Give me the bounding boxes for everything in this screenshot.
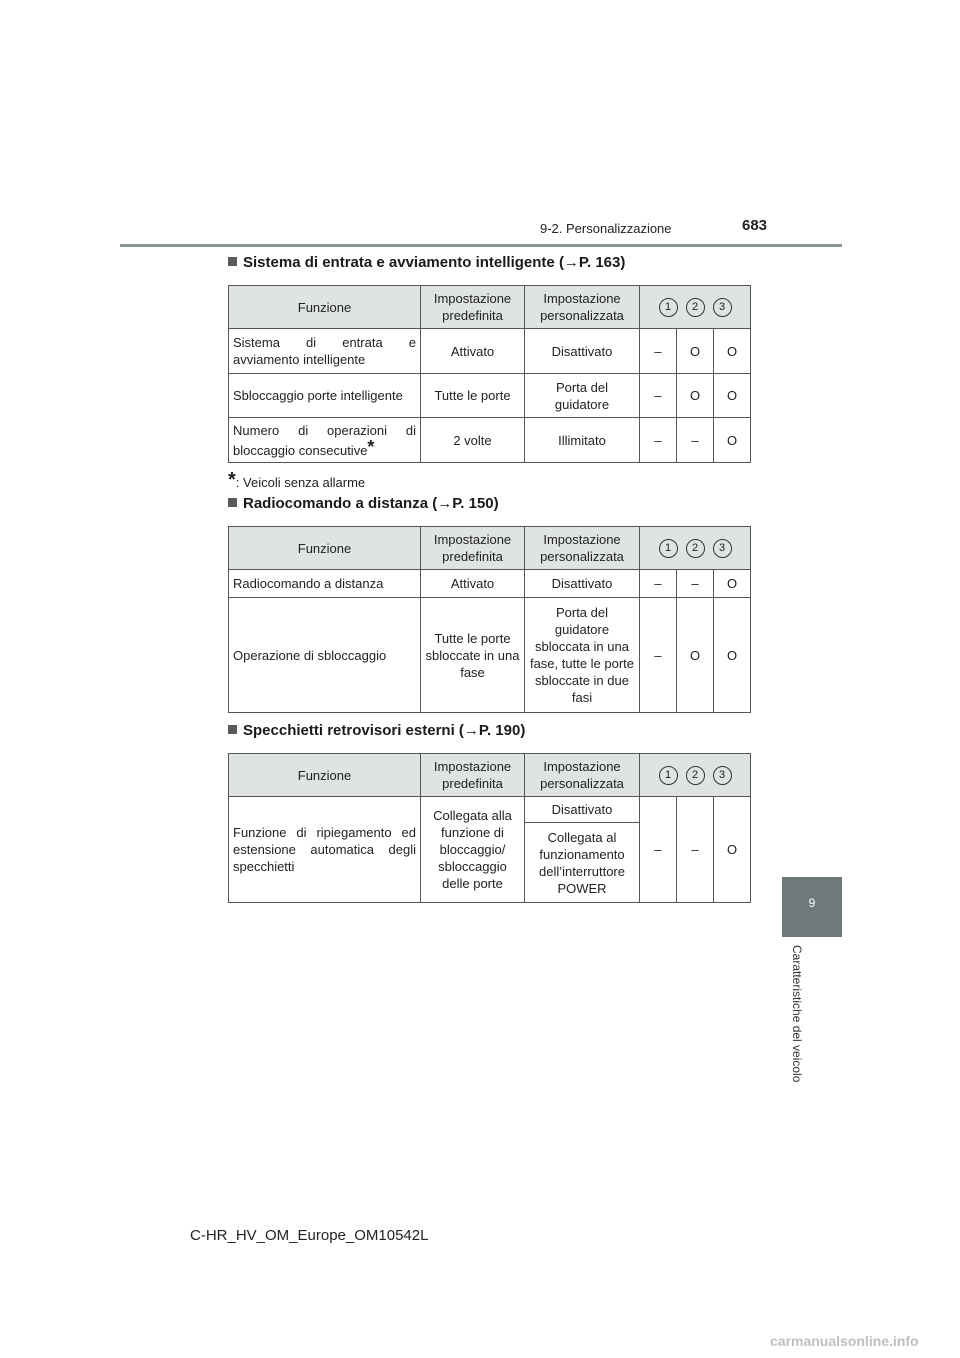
col-header-function: Funzione	[229, 527, 421, 570]
section-title: 9-2. Personalizzazione	[540, 221, 672, 236]
table-header-row	[229, 754, 751, 797]
table-row	[229, 598, 751, 713]
header-divider	[120, 244, 842, 247]
custom-cell: Porta del guidatore	[525, 374, 640, 418]
method-1-cell: –	[640, 598, 677, 713]
custom-cell: Disattivato	[525, 329, 640, 374]
method-1-cell: –	[640, 797, 677, 903]
table-row	[229, 418, 751, 463]
col-header-methods	[640, 754, 751, 797]
method-3-cell: O	[714, 570, 751, 598]
footnote-text: : Veicoli senza allarme	[235, 475, 366, 490]
custom-cell: Porta del guidatore sbloccata in una fase, tutte le porte sbloccate in due fasi	[525, 598, 640, 713]
footnote-marker: *	[228, 469, 236, 491]
circle-3-icon: 3	[713, 539, 732, 558]
method-2-cell: –	[677, 797, 714, 903]
default-cell: Tutte le porte	[421, 374, 525, 418]
footnote-marker: *	[367, 436, 375, 457]
settings-table-smart-entry	[228, 285, 751, 463]
method-1-cell: –	[640, 418, 677, 463]
circle-2-icon: 2	[686, 298, 705, 317]
method-1-cell: –	[640, 329, 677, 374]
circle-1-icon: 1	[659, 539, 678, 558]
circle-2-icon: 2	[686, 766, 705, 785]
function-cell: Operazione di sbloccaggio	[229, 598, 421, 713]
function-cell	[229, 418, 421, 463]
method-2-cell: O	[677, 598, 714, 713]
function-cell: Funzione di ripiegamento ed estensione automatica degli specchietti	[229, 797, 421, 903]
col-header-custom: Impostazione personalizzata	[525, 527, 640, 570]
function-cell: Sistema di entrata e avviamento intelligente	[229, 329, 421, 374]
col-header-default: Impostazione predefinita	[421, 286, 525, 329]
footnote	[228, 469, 365, 492]
col-header-custom: Impostazione personalizzata	[525, 286, 640, 329]
chapter-label-text: Caratteristiche del veicolo	[790, 945, 804, 1083]
settings-table-remote	[228, 526, 751, 713]
col-header-methods	[640, 527, 751, 570]
method-2-cell: O	[677, 329, 714, 374]
square-bullet-icon	[228, 725, 237, 734]
function-cell: Radiocomando a distanza	[229, 570, 421, 598]
default-cell: Tutte le porte sbloccate in una fase	[421, 598, 525, 713]
section-heading-smart-entry	[228, 254, 625, 271]
method-3-cell: O	[714, 418, 751, 463]
table-header-row	[229, 527, 751, 570]
section-heading-remote	[228, 495, 499, 512]
col-header-default: Impostazione predefinita	[421, 527, 525, 570]
watermark: carmanualsonline.info	[770, 1333, 919, 1349]
method-3-cell: O	[714, 329, 751, 374]
custom-cell: Disattivato	[525, 570, 640, 598]
col-header-custom: Impostazione personalizzata	[525, 754, 640, 797]
default-cell: 2 volte	[421, 418, 525, 463]
col-header-function: Funzione	[229, 754, 421, 797]
section-heading-mirrors	[228, 722, 525, 739]
method-3-cell: O	[714, 797, 751, 903]
function-text: Numero di operazioni di bloccaggio consecutive	[233, 422, 416, 458]
circle-1-icon: 1	[659, 766, 678, 785]
chapter-label	[790, 945, 822, 1095]
section-heading-text: Sistema di entrata e avviamento intelligente (→P. 163)	[243, 254, 626, 271]
custom-cell: Collegata al funzionamento dell’interruttore POWER	[525, 823, 640, 903]
page-number: 683	[742, 217, 768, 234]
method-2-cell: O	[677, 374, 714, 418]
section-heading-text: Radiocomando a distanza (→P. 150)	[243, 495, 499, 512]
default-cell: Attivato	[421, 570, 525, 598]
custom-cell: Disattivato	[525, 797, 640, 823]
default-cell: Attivato	[421, 329, 525, 374]
method-2-cell: –	[677, 418, 714, 463]
default-cell: Collegata alla funzione di bloccaggio/ sbloccaggio delle porte	[421, 797, 525, 903]
method-1-cell: –	[640, 570, 677, 598]
method-2-cell: –	[677, 570, 714, 598]
circle-2-icon: 2	[686, 539, 705, 558]
square-bullet-icon	[228, 257, 237, 266]
circle-3-icon: 3	[713, 298, 732, 317]
col-header-methods	[640, 286, 751, 329]
section-heading-text: Specchietti retrovisori esterni (→P. 190)	[243, 722, 526, 739]
circle-3-icon: 3	[713, 766, 732, 785]
function-cell: Sbloccaggio porte intelligente	[229, 374, 421, 418]
custom-cell: Illimitato	[525, 418, 640, 463]
method-3-cell: O	[714, 598, 751, 713]
method-1-cell: –	[640, 374, 677, 418]
table-row	[229, 329, 751, 374]
table-row	[229, 570, 751, 598]
document-code: C-HR_HV_OM_Europe_OM10542L	[190, 1227, 429, 1244]
table-row	[229, 797, 751, 823]
col-header-function: Funzione	[229, 286, 421, 329]
square-bullet-icon	[228, 498, 237, 507]
table-header-row	[229, 286, 751, 329]
col-header-default: Impostazione predefinita	[421, 754, 525, 797]
circle-1-icon: 1	[659, 298, 678, 317]
settings-table-mirrors	[228, 753, 751, 903]
table-row	[229, 374, 751, 418]
chapter-tab: 9	[782, 877, 842, 937]
method-3-cell: O	[714, 374, 751, 418]
